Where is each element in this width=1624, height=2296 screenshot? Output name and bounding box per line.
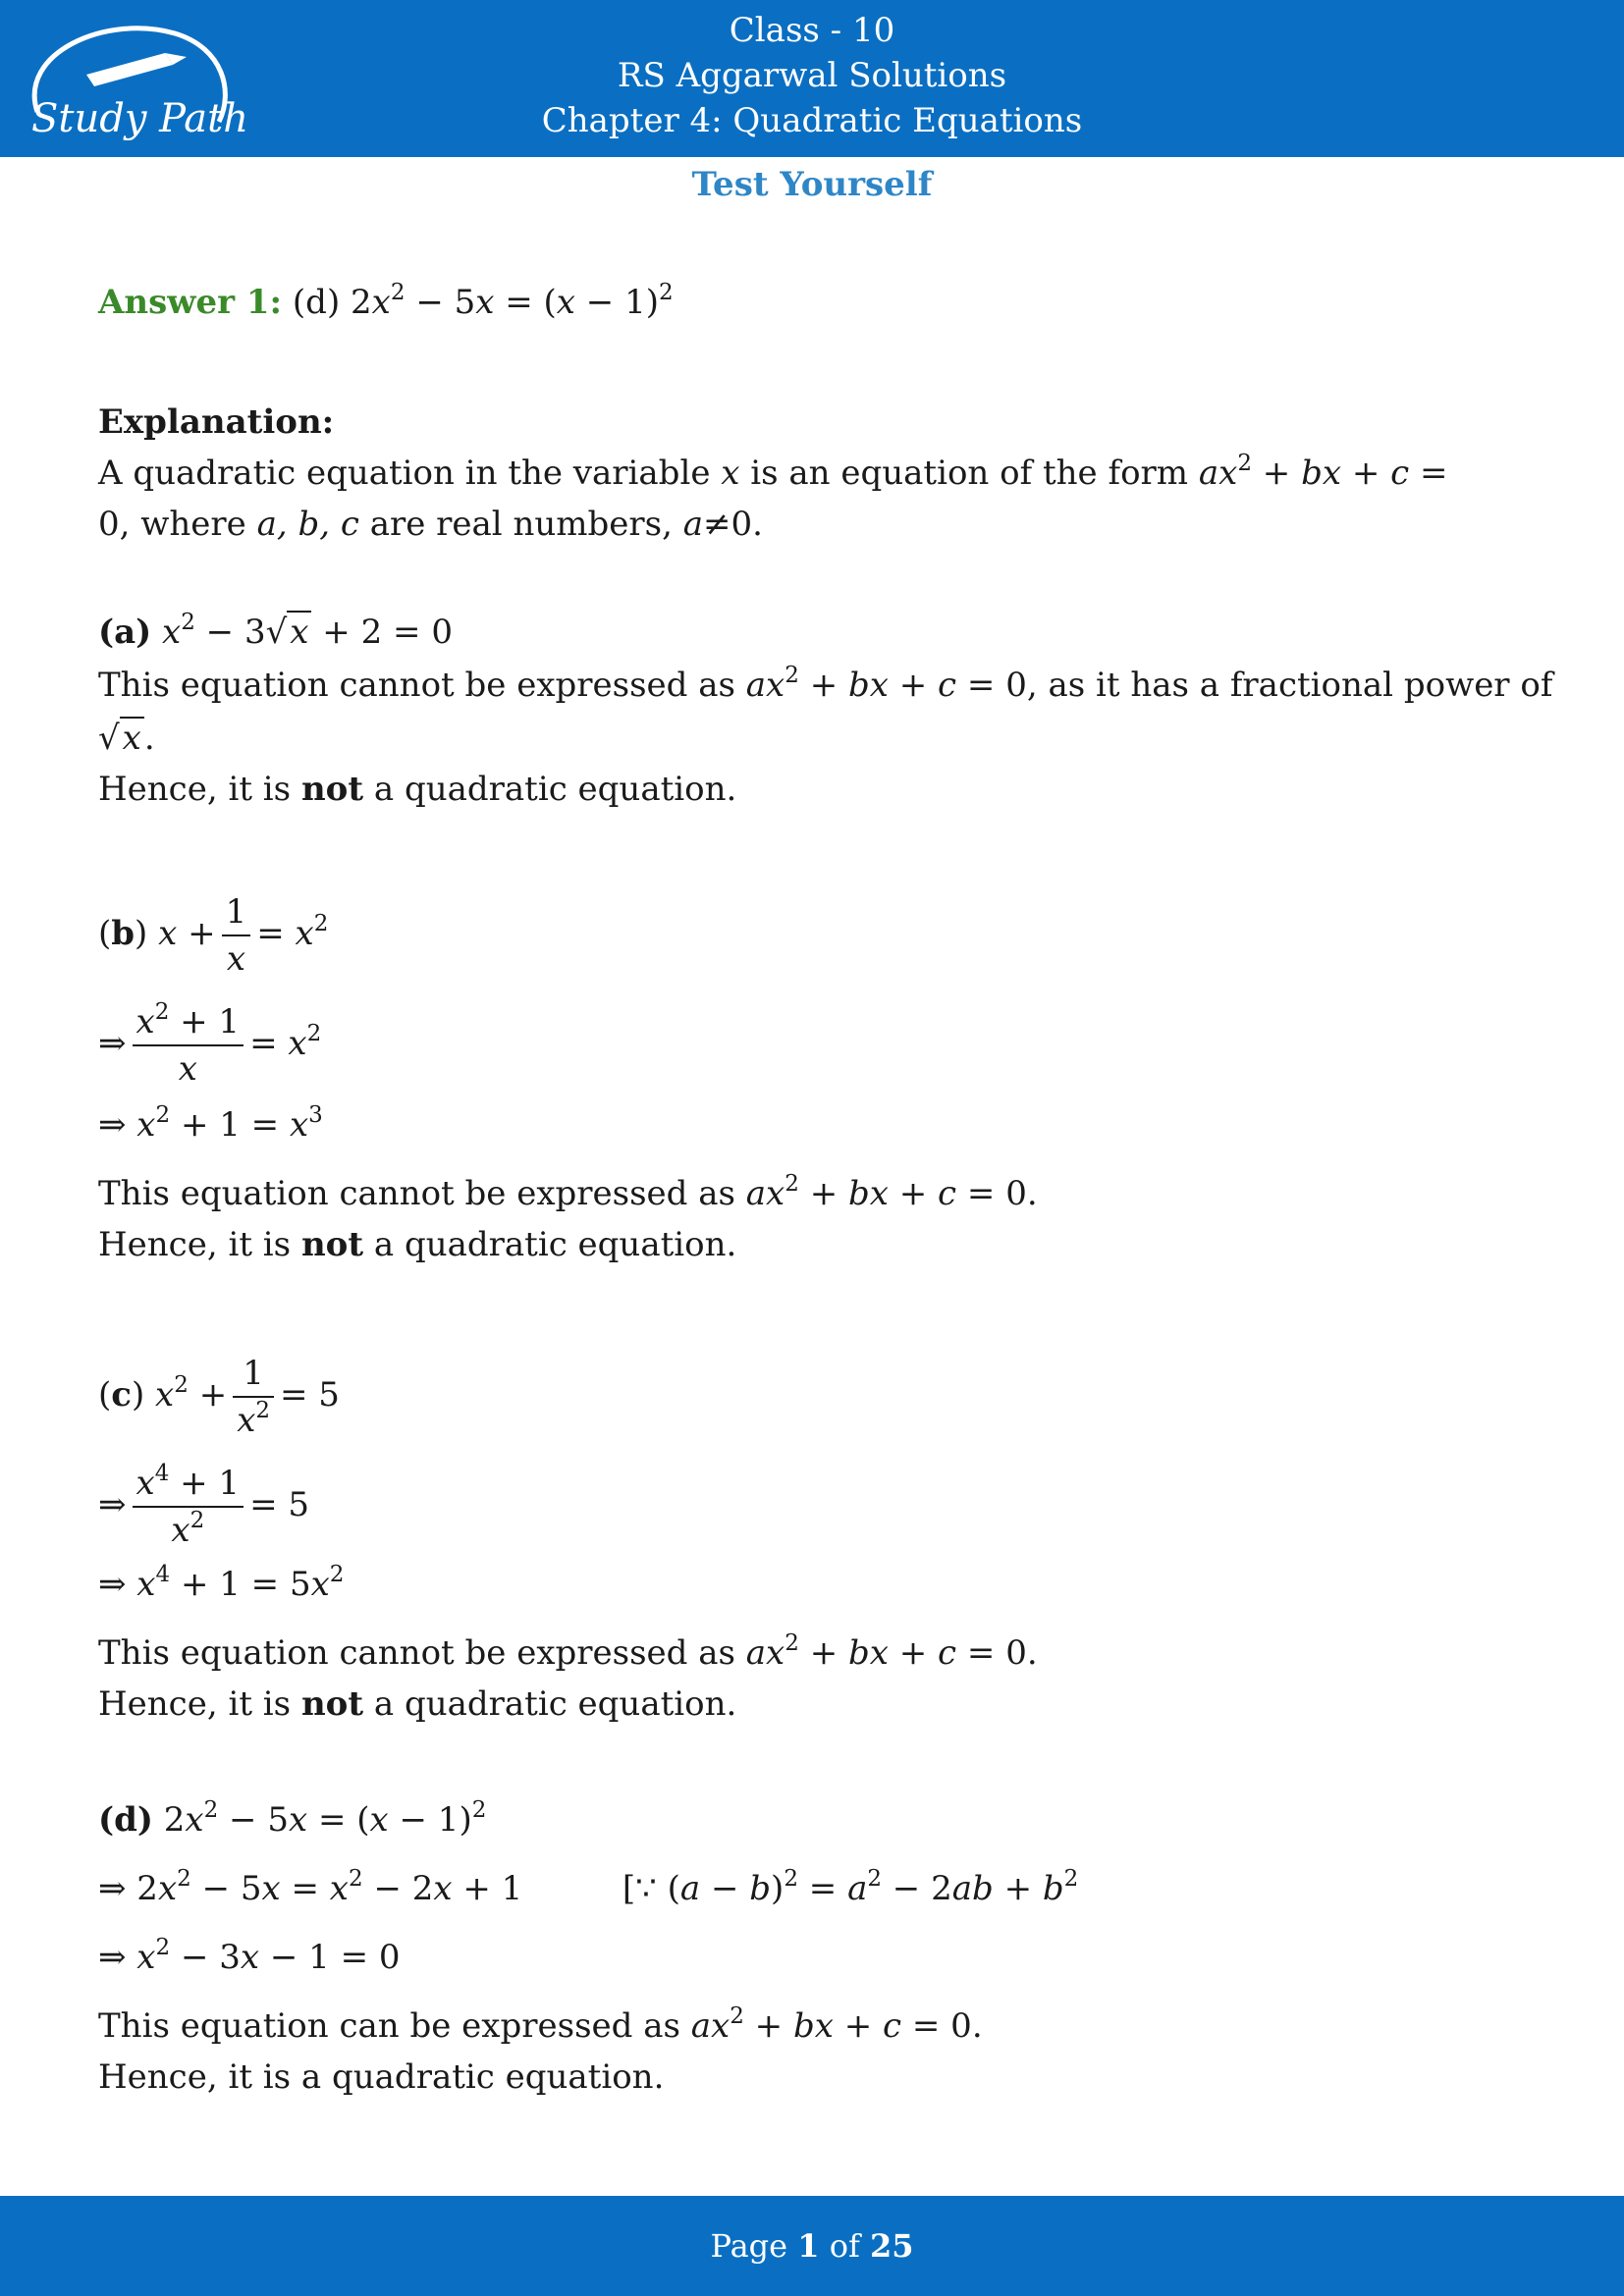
- part-b-note: This equation cannot be expressed as $ax^2$ + bx + c = 0.: [98, 1171, 1038, 1213]
- part-b-equation: (b) x + $\frac{1}{x}$ = $x^2$: [98, 889, 328, 982]
- footer-page-number: 1: [797, 2227, 820, 2265]
- footer-page-word: Page: [710, 2227, 788, 2265]
- part-c-step-1: ⇒ $\frac{x^4 + 1}{x^2}$ = 5: [98, 1461, 310, 1550]
- answer-equation: $2x^2 - 5x = (x - 1)^2$: [351, 280, 674, 322]
- footer-page-total: 25: [869, 2227, 914, 2265]
- answer-line: [98, 281, 674, 324]
- part-d-note: This equation can be expressed as $ax^2$ + bx + c = 0.: [98, 2003, 983, 2046]
- part-a-equation: (a) $x^2 - 3√x + 2 = 0$: [98, 610, 453, 652]
- answer-label: Answer 1:: [98, 283, 283, 322]
- part-d-conclusion: Hence, it is a quadratic equation.: [98, 2057, 665, 2097]
- header-chapter: Chapter 4: Quadratic Equations: [541, 101, 1083, 140]
- part-d-equation: (d) $2x^2 - 5x = (x - 1)^2$: [98, 1797, 487, 1840]
- header-class: Class - 10: [729, 11, 895, 50]
- part-c-equation: (c) $x^2$ + $\frac{1}{x^2}$ = 5: [98, 1351, 340, 1443]
- part-a-note-sqrt: √x.: [98, 719, 155, 758]
- part-b-step-1: ⇒ $\frac{x^2 + 1}{x}$ = $x^2$: [98, 999, 322, 1089]
- part-b-step-2: ⇒ $x^2 + 1 = x^3$: [98, 1102, 323, 1145]
- part-d-step-2: ⇒ $x^2 - 3x - 1 = 0$: [98, 1935, 401, 1977]
- page-footer: [0, 2196, 1624, 2296]
- footer-of-word: of: [829, 2227, 860, 2265]
- part-d-step-1: ⇒ $2x^2 - 5x = x^2 - 2x + 1$ [∵ $(a - b)^2 = a^2 - 2ab + b^2$: [98, 1866, 1079, 1908]
- section-title: Test Yourself: [691, 165, 933, 204]
- explanation-title: Explanation:: [98, 402, 335, 442]
- page-header: [0, 0, 1624, 157]
- header-book: RS Aggarwal Solutions: [617, 56, 1007, 95]
- answer-choice: (d): [292, 283, 341, 322]
- part-c-conclusion: Hence, it is not a quadratic equation.: [98, 1684, 737, 1724]
- part-a-conclusion: Hence, it is not a quadratic equation.: [98, 770, 737, 809]
- part-a-note: This equation cannot be expressed as $ax^2$ + bx + c = 0, as it has a fractional power of: [98, 663, 1553, 705]
- part-c-step-2: ⇒ $x^4 + 1 = 5x^2$: [98, 1562, 345, 1604]
- logo-text: Study Path: [31, 96, 248, 141]
- part-b-conclusion: Hence, it is not a quadratic equation.: [98, 1225, 737, 1264]
- explanation-line-2: 0, where a, b, c are real numbers, a≠0.: [98, 505, 763, 544]
- part-c-note: This equation cannot be expressed as $ax^2$ + bx + c = 0.: [98, 1630, 1038, 1673]
- explanation-line-1: A quadratic equation in the variable x is an equation of the form $ax^2$ + bx + c =: [98, 451, 1448, 493]
